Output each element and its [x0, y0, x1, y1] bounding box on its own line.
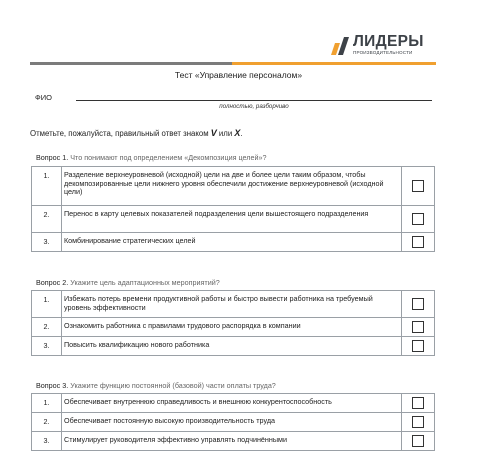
option-number: 1. — [32, 167, 62, 206]
question-1-label: Вопрос 1. — [36, 153, 69, 162]
answer-checkbox[interactable] — [412, 340, 424, 352]
option-text: Комбинирование стратегических целей — [62, 233, 402, 252]
table-row — [32, 337, 435, 356]
company-logo — [331, 33, 427, 57]
option-number: 3. — [32, 337, 62, 356]
answer-checkbox[interactable] — [412, 397, 424, 409]
option-text: Обеспечивает внутреннюю справедливость и внешнюю конкурентоспособность — [62, 394, 402, 413]
answer-cell — [402, 233, 435, 252]
option-number: 3. — [32, 233, 62, 252]
answer-cell — [402, 167, 435, 206]
table-row — [32, 394, 435, 413]
fio-label: ФИО — [35, 93, 52, 102]
answer-checkbox[interactable] — [412, 298, 424, 310]
header-rule-orange — [232, 62, 436, 65]
question-1-text: Что понимают под определением «Декомпозиция целей»? — [70, 153, 267, 162]
option-text: Стимулирует руководителя эффективно управлять подчинёнными — [62, 432, 402, 451]
table-row — [32, 318, 435, 337]
answer-checkbox[interactable] — [412, 321, 424, 333]
table-row — [32, 167, 435, 206]
answer-cell — [402, 337, 435, 356]
table-row — [32, 432, 435, 451]
instruction-conj: или — [216, 129, 235, 138]
header-rule-gray — [30, 62, 232, 65]
option-text: Обеспечивает постоянную высокую производительность труда — [62, 413, 402, 432]
table-row — [32, 413, 435, 432]
answer-checkbox[interactable] — [412, 435, 424, 447]
option-number: 3. — [32, 432, 62, 451]
logo-title: ЛИДЕРЫ — [353, 33, 424, 50]
question-3-text: Укажите функцию постоянной (базовой) части оплаты труда? — [70, 381, 276, 390]
answer-cell — [402, 291, 435, 318]
instruction-suffix: . — [240, 129, 243, 138]
question-3-heading — [36, 381, 276, 390]
option-number: 2. — [32, 413, 62, 432]
option-text: Перенос в карту целевых показателей подразделения цели вышестоящего подразделения — [62, 206, 402, 233]
question-2-label: Вопрос 2. — [36, 278, 69, 287]
option-text: Разделение верхнеуровневой (исходной) цели на две и более цели таким образом, чтобы декомпозированные цели нижнего уровня обеспечили достижение верхнеуровневой (исходной цели) — [62, 167, 402, 206]
option-number: 1. — [32, 291, 62, 318]
fio-hint: полностью, разборчиво — [219, 103, 289, 110]
question-3-table — [31, 393, 435, 451]
answer-checkbox[interactable] — [412, 236, 424, 248]
table-row — [32, 206, 435, 233]
instruction-mark-v: V — [210, 128, 217, 138]
table-row — [32, 291, 435, 318]
answer-cell — [402, 318, 435, 337]
question-1-table — [31, 166, 435, 252]
instruction-prefix: Отметьте, пожалуйста, правильный ответ знаком — [30, 129, 211, 138]
option-text: Повысить квалификацию нового работника — [62, 337, 402, 356]
answer-checkbox[interactable] — [412, 416, 424, 428]
answer-checkbox[interactable] — [412, 213, 424, 225]
answer-cell — [402, 206, 435, 233]
table-row — [32, 233, 435, 252]
option-number: 1. — [32, 394, 62, 413]
instruction-mark-x: X — [234, 128, 241, 138]
instruction-text — [30, 128, 243, 138]
logo-subtitle: ПРОИЗВОДИТЕЛЬНОСТИ — [353, 50, 413, 55]
answer-checkbox[interactable] — [412, 180, 424, 192]
answer-cell — [402, 413, 435, 432]
question-2-table — [31, 290, 435, 356]
question-1-heading — [36, 153, 266, 162]
option-text: Ознакомить работника с правилами трудового распорядка в компании — [62, 318, 402, 337]
logo-mark-icon — [331, 37, 349, 55]
question-2-text: Укажите цель адаптационных мероприятий? — [70, 278, 220, 287]
option-text: Избежать потерь времени продуктивной работы и быстро вывести работника на требуемый уровень эффективности — [62, 291, 402, 318]
question-2-heading — [36, 278, 220, 287]
answer-cell — [402, 432, 435, 451]
answer-cell — [402, 394, 435, 413]
option-number: 2. — [32, 206, 62, 233]
fio-input-line[interactable] — [76, 100, 432, 101]
option-number: 2. — [32, 318, 62, 337]
page-title: Тест «Управление персоналом» — [174, 70, 303, 80]
question-3-label: Вопрос 3. — [36, 381, 69, 390]
